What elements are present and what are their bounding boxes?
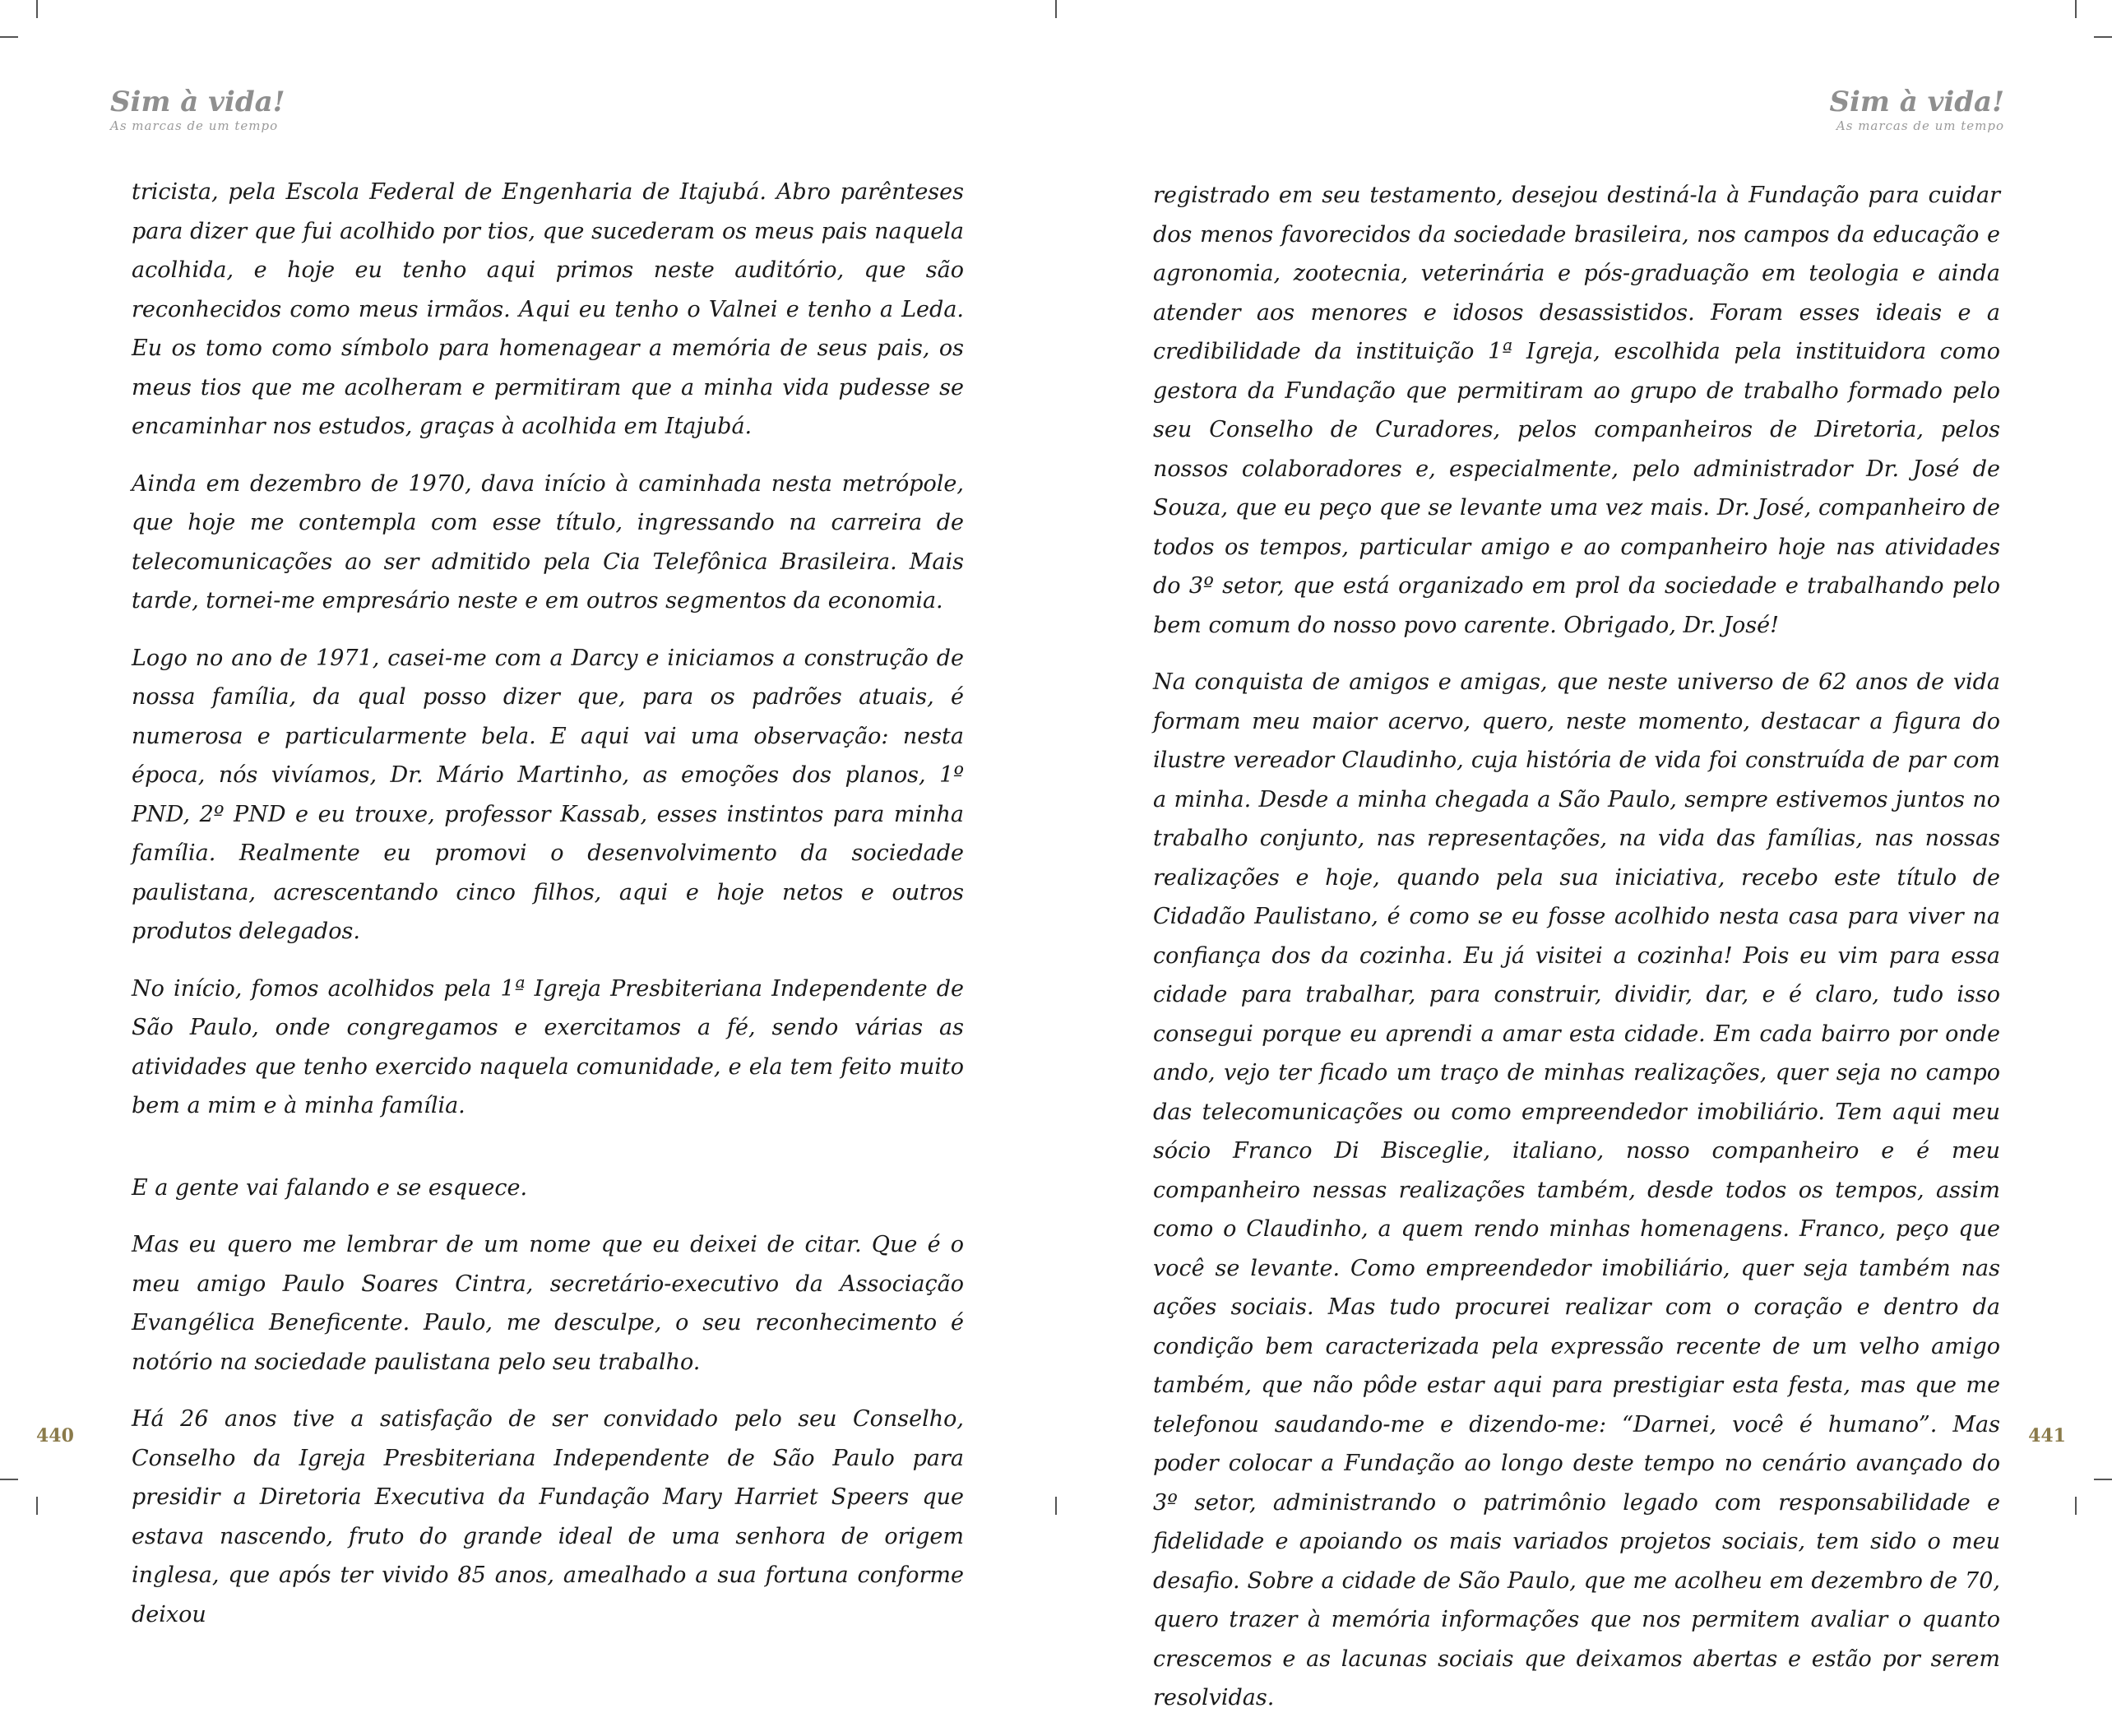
paragraph: tricista, pela Escola Federal de Engenharia de Itajubá. Abro parênteses para dizer que fui acolhido por tios, que sucederam os meus pais naquela acolhida, e hoje eu tenho aqui primos neste auditório, que são reconhecidos como meus irmãos. Aqui eu tenho o Valnei e tenho a Leda. Eu os tomo como símbolo para homenagear a memória de seus pais, os meus tios que me acolheram e permitiram que a minha vida pudesse se encaminhar nos estudos, graças à acolhida em Itajubá. bbox=[132, 179, 964, 439]
right-page bbox=[1056, 0, 2112, 1711]
page-number: 440 bbox=[36, 1425, 74, 1447]
paragraph: Mas eu quero me lembrar de um nome que eu deixei de citar. Que é o meu amigo Paulo Soares Cintra, secretário-executivo da Associação Evangélica Beneficente. Paulo, me desculpe, o seu reconhecimento é notório na sociedade paulistana pelo seu trabalho. bbox=[132, 1232, 964, 1375]
paragraph: Ainda em dezembro de 1970, dava início à caminhada nesta metrópole, que hoje me contempla com esse título, ingressando na carreira de telecomunicações ao ser admitido pela Cia Telefônica Brasileira. Mais tarde, tornei-me empresário neste e em outros segmentos da economia. bbox=[132, 470, 964, 613]
running-header bbox=[110, 86, 285, 133]
paragraph: Na conquista de amigos e amigas, que neste universo de 62 anos de vida formam meu maior acervo, quero, neste momento, destacar a figura do ilustre vereador Claudinho, cuja história de vida foi construída de par com a minha. Desde a minha chegada a São Paulo, sempre estivemos juntos no trabalho conjunto, nas representações, na vida das famílias, nas nossas realizações e hoje, quando pela sua iniciativa, recebo este título de Cidadão Paulistano, é como se eu fosse acolhido nesta casa para viver na confiança dos da cozinha. Eu já visitei a cozinha! Pois eu vim para essa cidade para trabalhar, para construir, dividir, dar, e é claro, tudo isso consegui porque eu aprendi a amar esta cidade. Em cada bairro por onde ando, vejo ter ficado um traço de minhas realizações, quer seja no campo das telecomunicações ou como empreendedor imobiliário. Tem aqui meu sócio Franco Di Bisceglie, italiano, nosso companheiro e é meu companheiro nessas realizações também, desde todos os tempos, assim como o Claudinho, a quem rendo minhas homenagens. Franco, peço que você se levante. Como empreendedor imobiliário, quer seja também nas ações sociais. Mas tudo procurei realizar com o coração e dentro da condição bem caracterizada pela expressão recente de um velho amigo também, que não pôde estar aqui para prestigiar esta festa, mas que me telefonou saudando-me e dizendo-me: “Darnei, você é humano”. Mas poder colocar a Fundação ao longo deste tempo no cenário avançado do 3º setor, administrando o patrimônio legado com responsabilidade e fidelidade e apoiando os mais variados projetos sociais, tem sido o meu desafio. Sobre a cidade de São Paulo, que me acolheu em dezembro de 70, quero trazer à memória informações que nos permitem avaliar o quanto crescemos e as lacunas sociais que deixamos abertas e estão por serem resolvidas. bbox=[1153, 669, 2000, 1711]
paragraph: Há 26 anos tive a satisfação de ser convidado pelo seu Conselho, Conselho da Igreja Presbiteriana Independente de São Paulo para presidir a Diretoria Executiva da Fundação Mary Harriet Speers que estava nascendo, fruto do grande ideal de uma senhora de origem inglesa, que após ter vivido 85 anos, amealhado a sua fortuna conforme deixou bbox=[132, 1406, 964, 1627]
paragraph: Logo no ano de 1971, casei-me com a Darcy e iniciamos a construção de nossa família, da qual posso dizer que, para os padrões atuais, é numerosa e particularmente bela. E aqui vai uma observação: nesta época, nós vivíamos, Dr. Mário Martinho, as emoções dos planos, 1º PND, 2º PND e eu trouxe, professor Kassab, esses instintos para minha família. Realmente eu promovi o desenvolvimento da sociedade paulistana, acrescentando cinco filhos, aqui e hoje netos e outros produtos delegados. bbox=[132, 645, 964, 944]
page-number: 441 bbox=[2028, 1425, 2066, 1447]
book-title: Sim à vida! bbox=[110, 86, 285, 118]
book-title: Sim à vida! bbox=[1829, 86, 2004, 118]
running-header bbox=[1829, 86, 2004, 133]
paragraph: No início, fomos acolhidos pela 1ª Igreja Presbiteriana Independente de São Paulo, onde congregamos e exercitamos a fé, sendo várias as atividades que tenho exercido naquela comunidade, e ela tem feito muito bem a mim e à minha família. bbox=[132, 975, 964, 1118]
book-subtitle: As marcas de um tempo bbox=[110, 118, 279, 133]
paragraph: E a gente vai falando e se esquece. bbox=[132, 1174, 528, 1201]
book-subtitle: As marcas de um tempo bbox=[1836, 118, 2004, 133]
paragraph: registrado em seu testamento, desejou destiná-la à Fundação para cuidar dos menos favorecidos da sociedade brasileira, nos campos da educação e agronomia, zootecnia, veterinária e pós-graduação em teologia e ainda atender aos menores e idosos desassistidos. Foram esses ideais e a credibilidade da instituição 1ª Igreja, escolhida pela instituidora como gestora da Fundação que permitiram ao grupo de trabalho formado pelo seu Conselho de Curadores, pelos companheiros de Diretoria, pelos nossos colaboradores e, especialmente, pelo administrador Dr. José de Souza, que eu peço que se levante uma vez mais. Dr. José, companheiro de todos os tempos, particular amigo e ao companheiro hoje nas atividades do 3º setor, que está organizado em prol da sociedade e trabalhando pelo bem comum do nosso povo carente. Obrigado, Dr. José! bbox=[1153, 183, 2000, 638]
left-page bbox=[0, 0, 1056, 1627]
page-body bbox=[132, 173, 964, 1652]
page-body bbox=[1153, 176, 2000, 1736]
